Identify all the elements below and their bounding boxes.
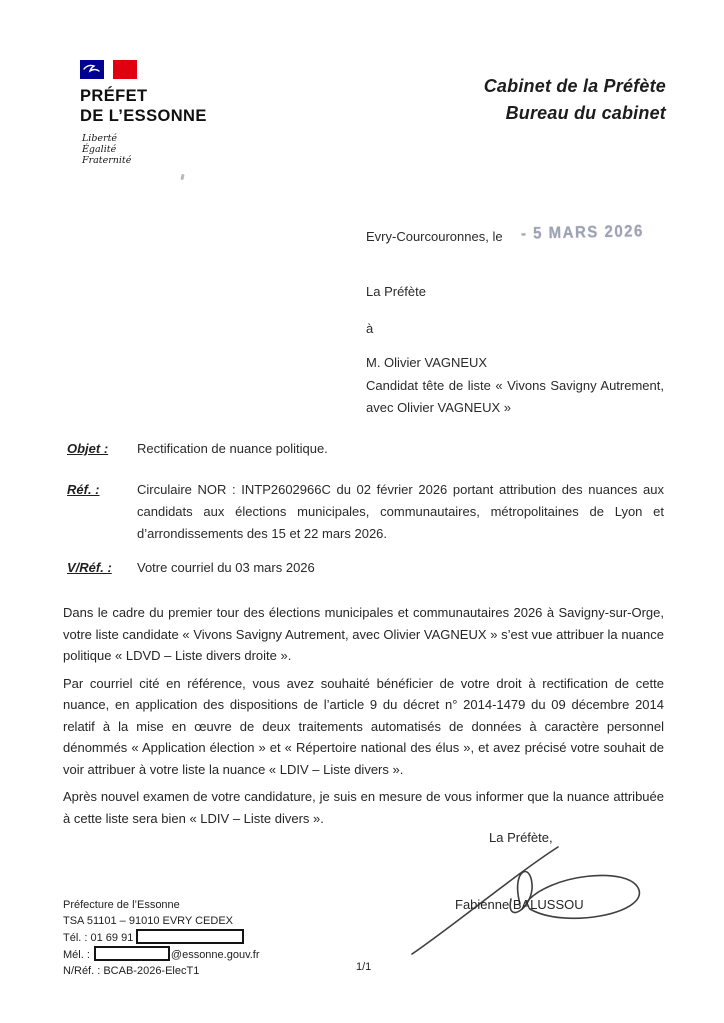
dateline-place: Evry-Courcouronnes, le bbox=[366, 229, 503, 244]
body-paragraph-1: Dans le cadre du premier tour des élections municipales et communautaires 2026 à Savigny-sur-Orge, votre liste candidate « Vivons Savigny Autrement, avec Olivier VAGNEUX » s’est vue attribuer la nuance politique « LDVD – Liste divers droite ». bbox=[63, 605, 664, 663]
signature-title: La Préfète, bbox=[489, 830, 553, 845]
meta-row-ref bbox=[67, 479, 664, 545]
service-line1: Cabinet de la Préfète bbox=[483, 76, 666, 96]
motto-egalite: Égalité bbox=[82, 144, 117, 155]
objet-text: Rectification de nuance politique. bbox=[137, 441, 328, 456]
ref-text: Circulaire NOR : INTP2602966C du 02 février 2026 portant attribution des nuances aux candidats aux élections municipales, communautaires, métropolitaines de Lyon et d’arrondissements des 15 et 22 mars 2026. bbox=[137, 482, 664, 541]
recipient-description: Candidat tête de liste « Vivons Savigny Autrement, avec Olivier VAGNEUX » bbox=[366, 377, 664, 415]
recipient-block bbox=[366, 352, 664, 420]
sender-title: La Préfète bbox=[366, 284, 426, 299]
footer-phone-label: Tél. : 01 69 91 bbox=[63, 932, 134, 944]
vref-label bbox=[67, 557, 137, 579]
prefecture-logo bbox=[80, 60, 207, 166]
recipient-name: M. Olivier VAGNEUX bbox=[366, 355, 488, 370]
footer-block bbox=[63, 897, 260, 979]
meta-row-vref bbox=[67, 557, 664, 579]
signature-name: Fabienne BALUSSOU bbox=[455, 897, 584, 912]
service-line2: Bureau du cabinet bbox=[505, 103, 666, 123]
prefet-name-line1: PRÉFET bbox=[80, 87, 148, 105]
ref-label-text: Réf. : bbox=[67, 482, 100, 497]
republic-motto bbox=[82, 133, 207, 166]
redacted-phone-box bbox=[136, 929, 244, 944]
letter-body bbox=[63, 602, 664, 835]
footer-address: TSA 51101 – 91010 EVRY CEDEX bbox=[63, 915, 234, 927]
prefet-name bbox=[80, 86, 207, 126]
motto-fraternite: Fraternité bbox=[82, 155, 132, 166]
body-paragraph-3: Après nouvel examen de votre candidature, je suis en mesure de vous informer que la nuance attribuée à cette liste sera bien « LDIV – Liste divers ». bbox=[63, 789, 664, 826]
footer-email-line bbox=[63, 946, 260, 963]
service-header bbox=[484, 73, 666, 127]
date-stamp: - 5 MARS 2026 bbox=[520, 221, 645, 244]
objet-label bbox=[67, 438, 137, 460]
to-word: à bbox=[366, 321, 374, 336]
page-number: 1/1 bbox=[356, 961, 372, 973]
body-paragraph-2: Par courriel cité en référence, vous avez souhaité bénéficier de votre droit à rectification de cette nuance, en application des dispositions de l’article 9 du décret n° 2014-1479 du 09 décembre 2014 relatif à la mise en œuvre de deux traitements automatisés de données à caractère personnel dénommés « Application élection » et « Répertoire national des élus », et avez précisé votre souhait de voir attribuer à votre liste la nuance « LDIV – Liste divers ». bbox=[63, 675, 664, 777]
footer-email-label: Mél. : bbox=[63, 949, 90, 961]
french-flag-icon bbox=[80, 60, 137, 79]
vref-label-text: V/Réf. : bbox=[67, 560, 112, 575]
meta-row-objet bbox=[67, 438, 664, 460]
objet-label-text: Objet : bbox=[67, 441, 109, 456]
redacted-email-box bbox=[94, 946, 170, 961]
ref-label bbox=[67, 479, 137, 545]
footer-phone-line bbox=[63, 929, 260, 946]
prefet-name-line2: DE L’ESSONNE bbox=[80, 107, 207, 125]
vref-text: Votre courriel du 03 mars 2026 bbox=[137, 560, 315, 575]
scan-artifact bbox=[180, 174, 184, 181]
footer-nref: N/Réf. : BCAB-2026-ElecT1 bbox=[63, 965, 200, 977]
footer-email-domain: @essonne.gouv.fr bbox=[170, 949, 260, 961]
motto-liberte: Liberté bbox=[82, 133, 118, 144]
footer-org: Préfecture de l’Essonne bbox=[63, 899, 180, 911]
